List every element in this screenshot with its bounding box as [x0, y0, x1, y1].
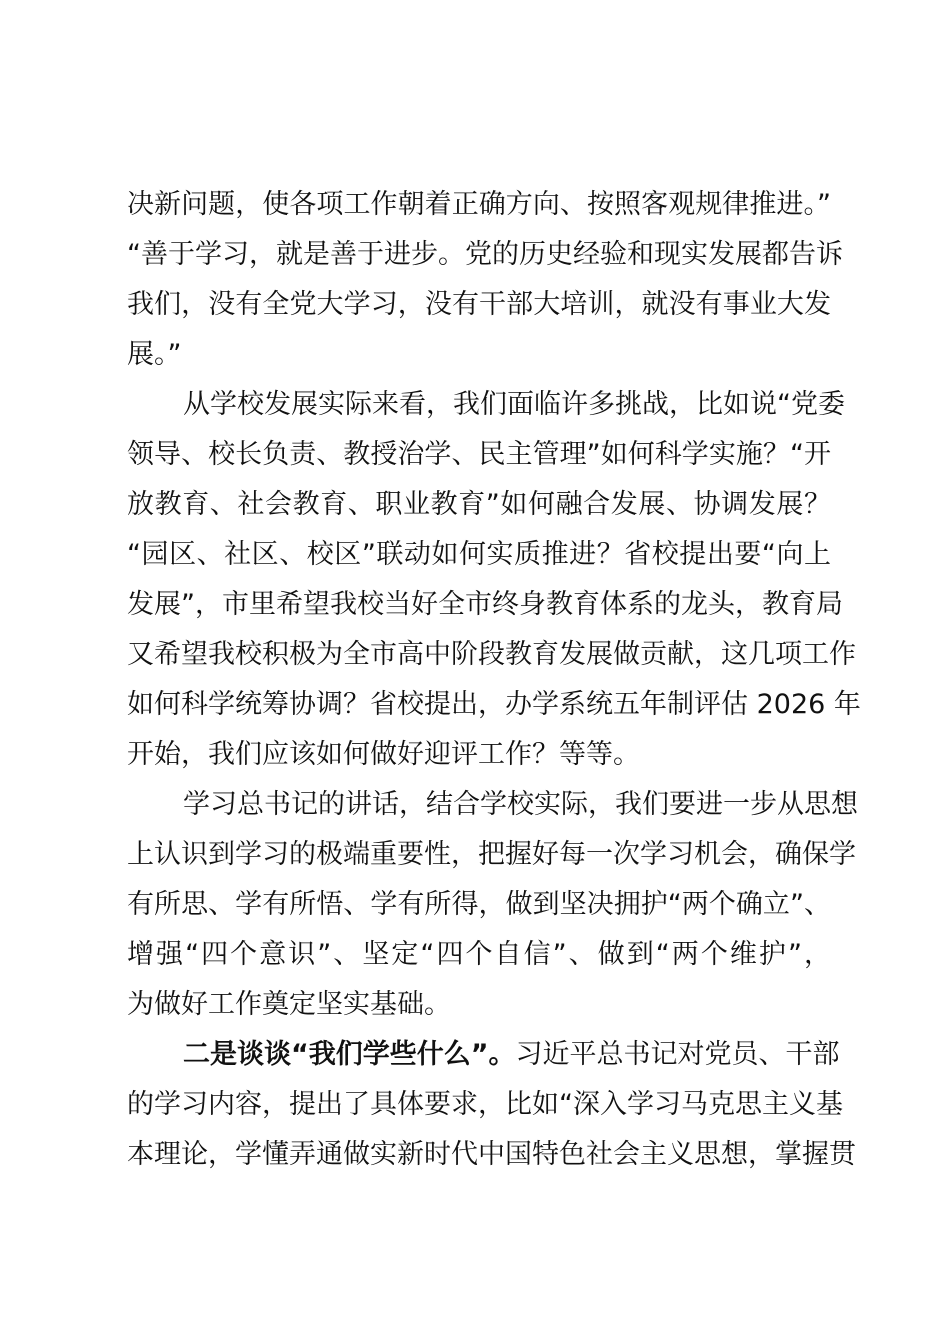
text-line: 决新问题，使各项工作朝着正确方向、按照客观规律推进。” [127, 189, 831, 220]
text-line: “园区、社区、校区”联动如何实质推进？省校提出要“向上 [127, 539, 831, 570]
text-line: 上认识到学习的极端重要性，把握好每一次学习机会，确保学 [127, 839, 856, 870]
text-line [127, 1030, 840, 1080]
text-line: 又希望我校积极为全市高中阶段教育发展做贡献，这几项工作 [127, 639, 856, 670]
text-line: 学习总书记的讲话，结合学校实际，我们要进一步从思想 [183, 789, 858, 820]
text-line: 我们，没有全党大学习，没有干部大培训，就没有事业大发 [127, 289, 831, 320]
text-line: 放教育、社会教育、职业教育”如何融合发展、协调发展？ [127, 489, 831, 520]
text-line: 为做好工作奠定坚实基础。 [127, 989, 451, 1020]
text-line: 本理论，学懂弄通做实新时代中国特色社会主义思想，掌握贯 [127, 1139, 856, 1170]
text-line: 如何科学统筹协调？省校提出，办学系统五年制评估 2026 年 [127, 689, 861, 720]
text-line: 增强“四个意识”、坚定“四个自信”、做到“两个维护”， [127, 939, 831, 970]
text-line: 展。” [127, 339, 182, 370]
text-line: 开始，我们应该如何做好迎评工作？等等。 [127, 739, 640, 770]
text-run: 习近平总书记对党员、干部 [515, 1039, 840, 1070]
paragraph-what-to-learn [127, 1030, 856, 1180]
text-line: “善于学习，就是善于进步。党的历史经验和现实发展都告诉 [127, 239, 843, 270]
text-line: 有所思、学有所悟、学有所得，做到坚决拥护“两个确立”、 [127, 889, 831, 920]
text-line: 领导、校长负责、教授治学、民主管理”如何科学实施？“开 [127, 439, 831, 470]
paragraph-study-importance [127, 780, 858, 1030]
text-line: 的学习内容，提出了具体要求，比如“深入学习马克思主义基 [127, 1089, 843, 1120]
text-line: 发展”，市里希望我校当好全市终身教育体系的龙头，教育局 [127, 589, 843, 620]
text-line: 从学校发展实际来看，我们面临许多挑战，比如说“党委 [183, 389, 845, 420]
paragraph-school-challenges [127, 380, 861, 780]
paragraph-quote-continuation [127, 180, 843, 380]
document-page [127, 180, 861, 1180]
section-heading: 二是谈谈“我们学些什么”。 [183, 1039, 516, 1070]
